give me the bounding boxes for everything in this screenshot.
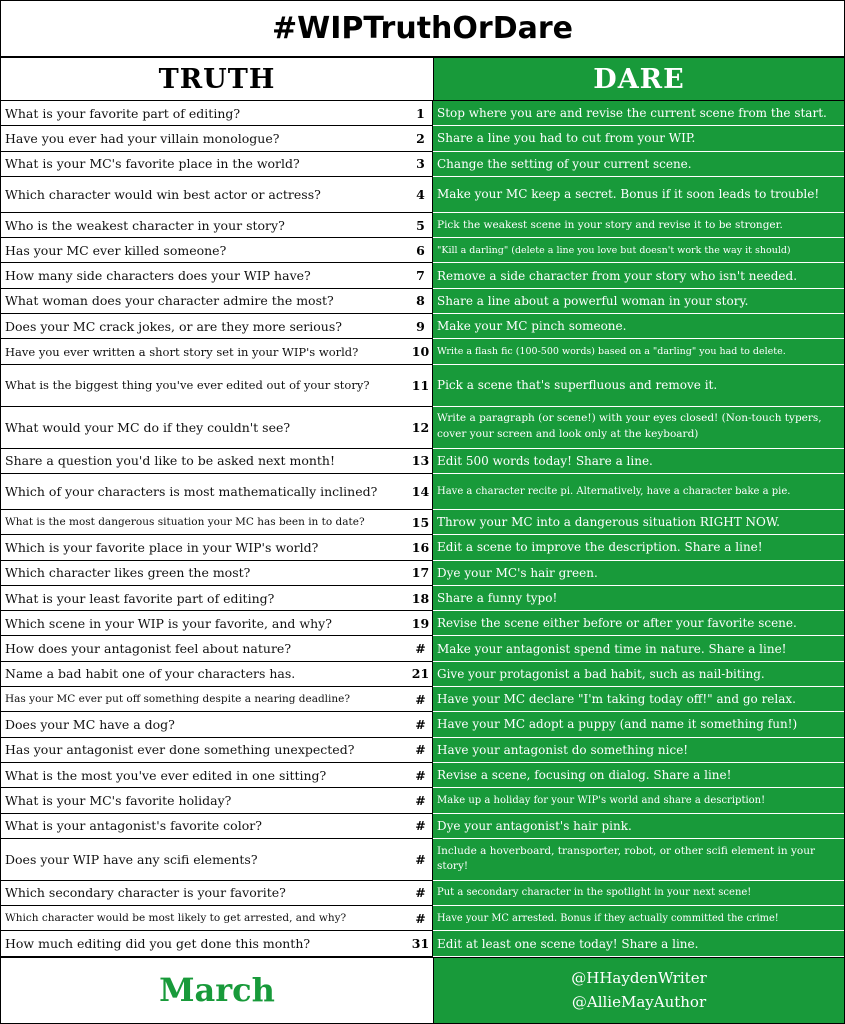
dare-cell: Share a line you had to cut from your WIP. bbox=[433, 126, 844, 151]
truth-cell: What woman does your character admire the most? bbox=[5, 293, 334, 309]
dare-cell: Share a funny typo! bbox=[433, 586, 844, 611]
table-row bbox=[1, 474, 844, 510]
table-row bbox=[1, 126, 844, 151]
truth-cell: Has your MC ever killed someone? bbox=[5, 242, 227, 258]
truth-cell: Which character would be most likely to get arrested, and why? bbox=[5, 912, 347, 925]
truth-cell: Which scene in your WIP is your favorite, and why? bbox=[5, 615, 332, 631]
table-row bbox=[1, 177, 844, 213]
truth-cell: Does your MC crack jokes, or are they more serious? bbox=[5, 318, 342, 334]
truth-cell: Have you ever written a short story set in your WIP's world? bbox=[5, 344, 359, 359]
page-title: #WIPTruthOrDare bbox=[1, 1, 844, 58]
dare-cell: Remove a side character from your story who isn't needed. bbox=[433, 263, 844, 288]
day-number: 7 bbox=[409, 263, 433, 287]
table-row bbox=[1, 881, 844, 906]
dare-cell: Write a paragraph (or scene!) with your eyes closed! (Non-touch typers, cover your screen and look only at the keyboard) bbox=[433, 407, 844, 449]
dare-cell: Make your antagonist spend time in nature. Share a line! bbox=[433, 636, 844, 661]
truth-cell: What is your MC's favorite holiday? bbox=[5, 792, 232, 808]
footer bbox=[1, 957, 844, 1023]
dare-cell: Throw your MC into a dangerous situation RIGHT NOW. bbox=[433, 510, 844, 535]
day-number: 9 bbox=[409, 314, 433, 338]
table-row bbox=[1, 839, 844, 881]
dare-cell: Change the setting of your current scene. bbox=[433, 152, 844, 177]
dare-cell: Pick the weakest scene in your story and revise it to be stronger. bbox=[433, 213, 844, 238]
truth-cell: What is the biggest thing you've ever edited out of your story? bbox=[5, 378, 370, 393]
day-number: 4 bbox=[409, 177, 433, 212]
dare-cell: Make your MC pinch someone. bbox=[433, 314, 844, 339]
truth-cell: What is the most dangerous situation your MC has been in to date? bbox=[5, 516, 365, 529]
dare-cell: Edit at least one scene today! Share a line. bbox=[433, 931, 844, 956]
dare-cell: Have your MC declare "I'm taking today off!" and go relax. bbox=[433, 687, 844, 712]
author-handle-1: @HHaydenWriter bbox=[571, 969, 707, 988]
truth-cell: Who is the weakest character in your story? bbox=[5, 217, 285, 233]
table-row bbox=[1, 535, 844, 560]
table-row bbox=[1, 263, 844, 288]
table-row bbox=[1, 738, 844, 763]
dare-cell: Revise a scene, focusing on dialog. Share a line! bbox=[433, 763, 844, 788]
table-row bbox=[1, 365, 844, 407]
truth-cell: Which character would win best actor or actress? bbox=[5, 186, 321, 202]
truth-header: TRUTH bbox=[1, 58, 434, 100]
table-row bbox=[1, 289, 844, 314]
truth-cell: What is your favorite part of editing? bbox=[5, 105, 241, 121]
dare-cell: Stop where you are and revise the current scene from the start. bbox=[433, 101, 844, 126]
table-row bbox=[1, 611, 844, 636]
table-row bbox=[1, 238, 844, 263]
dare-cell: Include a hoverboard, transporter, robot, or other scifi element in your story! bbox=[433, 839, 844, 881]
table-row bbox=[1, 152, 844, 177]
dare-cell: Put a secondary character in the spotlight in your next scene! bbox=[433, 881, 844, 906]
truth-cell: How does your antagonist feel about nature? bbox=[5, 641, 292, 657]
day-number: 16 bbox=[409, 535, 433, 559]
day-number: # bbox=[409, 636, 433, 660]
table-row bbox=[1, 407, 844, 449]
dare-cell: Make your MC keep a secret. Bonus if it soon leads to trouble! bbox=[433, 177, 844, 213]
truth-cell: Name a bad habit one of your characters has. bbox=[5, 666, 296, 682]
day-number: 21 bbox=[409, 662, 433, 686]
truth-cell: What is your antagonist's favorite color? bbox=[5, 818, 262, 834]
prompt-table bbox=[1, 101, 844, 957]
dare-cell: Write a flash fic (100-500 words) based on a "darling" you had to delete. bbox=[433, 339, 844, 364]
truth-cell: How many side characters does your WIP have? bbox=[5, 268, 311, 284]
day-number: 13 bbox=[409, 449, 433, 473]
dare-cell: Have your MC arrested. Bonus if they actually committed the crime! bbox=[433, 906, 844, 931]
dare-cell: Have your MC adopt a puppy (and name it something fun!) bbox=[433, 712, 844, 737]
day-number: # bbox=[409, 881, 433, 905]
dare-cell: Dye your antagonist's hair pink. bbox=[433, 814, 844, 839]
table-row bbox=[1, 931, 844, 956]
table-row bbox=[1, 213, 844, 238]
table-row bbox=[1, 788, 844, 813]
day-number: # bbox=[409, 906, 433, 930]
truth-cell: Which is your favorite place in your WIP's world? bbox=[5, 539, 319, 555]
table-row bbox=[1, 314, 844, 339]
table-row bbox=[1, 636, 844, 661]
truth-cell: Has your MC ever put off something despite a nearing deadline? bbox=[5, 693, 351, 706]
dare-cell: "Kill a darling" (delete a line you love but doesn't work the way it should) bbox=[433, 238, 844, 263]
day-number: # bbox=[409, 814, 433, 838]
table-row bbox=[1, 449, 844, 474]
truth-cell: Have you ever had your villain monologue? bbox=[5, 130, 280, 146]
dare-cell: Edit 500 words today! Share a line. bbox=[433, 449, 844, 474]
day-number: 10 bbox=[409, 339, 433, 363]
day-number: # bbox=[409, 839, 433, 880]
day-number: 12 bbox=[409, 407, 433, 448]
truth-cell: Share a question you'd like to be asked next month! bbox=[5, 453, 335, 469]
table-row bbox=[1, 712, 844, 737]
truth-cell: How much editing did you get done this month? bbox=[5, 936, 311, 952]
day-number: 2 bbox=[409, 126, 433, 150]
truth-cell: What is your least favorite part of editing? bbox=[5, 590, 275, 606]
day-number: # bbox=[409, 687, 433, 711]
dare-cell: Dye your MC's hair green. bbox=[433, 561, 844, 586]
table-row bbox=[1, 510, 844, 535]
day-number: 31 bbox=[409, 931, 433, 955]
truth-cell: Does your MC have a dog? bbox=[5, 716, 175, 732]
table-row bbox=[1, 101, 844, 126]
table-row bbox=[1, 339, 844, 364]
truth-cell: Which of your characters is most mathematically inclined? bbox=[5, 483, 378, 499]
column-headers bbox=[1, 58, 844, 101]
dare-header: DARE bbox=[434, 58, 844, 100]
dare-cell: Pick a scene that's superfluous and remove it. bbox=[433, 365, 844, 407]
day-number: # bbox=[409, 788, 433, 812]
truth-cell: Does your WIP have any scifi elements? bbox=[5, 851, 258, 867]
truth-cell: What would your MC do if they couldn't see? bbox=[5, 419, 291, 435]
table-row bbox=[1, 814, 844, 839]
table-row bbox=[1, 763, 844, 788]
dare-cell: Share a line about a powerful woman in your story. bbox=[433, 289, 844, 314]
truth-cell: What is the most you've ever edited in one sitting? bbox=[5, 767, 327, 783]
day-number: 11 bbox=[409, 365, 433, 406]
dare-cell: Give your protagonist a bad habit, such as nail-biting. bbox=[433, 662, 844, 687]
day-number: 17 bbox=[409, 561, 433, 585]
day-number: 19 bbox=[409, 611, 433, 635]
day-number: 15 bbox=[409, 510, 433, 534]
day-number: 1 bbox=[409, 101, 433, 125]
truth-cell: What is your MC's favorite place in the world? bbox=[5, 156, 300, 172]
table-row bbox=[1, 586, 844, 611]
dare-cell: Make up a holiday for your WIP's world and share a description! bbox=[433, 788, 844, 813]
day-number: # bbox=[409, 738, 433, 762]
day-number: 3 bbox=[409, 152, 433, 176]
day-number: 5 bbox=[409, 213, 433, 237]
day-number: # bbox=[409, 712, 433, 736]
truth-cell: Which secondary character is your favorite? bbox=[5, 885, 286, 901]
day-number: # bbox=[409, 763, 433, 787]
table-row bbox=[1, 662, 844, 687]
day-number: 18 bbox=[409, 586, 433, 610]
table-row bbox=[1, 687, 844, 712]
author-handle-2: @AllieMayAuthor bbox=[571, 993, 707, 1012]
day-number: 14 bbox=[409, 474, 433, 509]
table-row bbox=[1, 561, 844, 586]
month-label: March bbox=[1, 958, 434, 1023]
author-handles bbox=[434, 958, 844, 1023]
truth-cell: Which character likes green the most? bbox=[5, 565, 251, 581]
dare-cell: Edit a scene to improve the description. Share a line! bbox=[433, 535, 844, 560]
dare-cell: Have your antagonist do something nice! bbox=[433, 738, 844, 763]
day-number: 6 bbox=[409, 238, 433, 262]
dare-cell: Have a character recite pi. Alternatively, have a character bake a pie. bbox=[433, 474, 844, 510]
dare-cell: Revise the scene either before or after your favorite scene. bbox=[433, 611, 844, 636]
truth-cell: Has your antagonist ever done something unexpected? bbox=[5, 742, 355, 758]
table-row bbox=[1, 906, 844, 931]
day-number: 8 bbox=[409, 289, 433, 313]
